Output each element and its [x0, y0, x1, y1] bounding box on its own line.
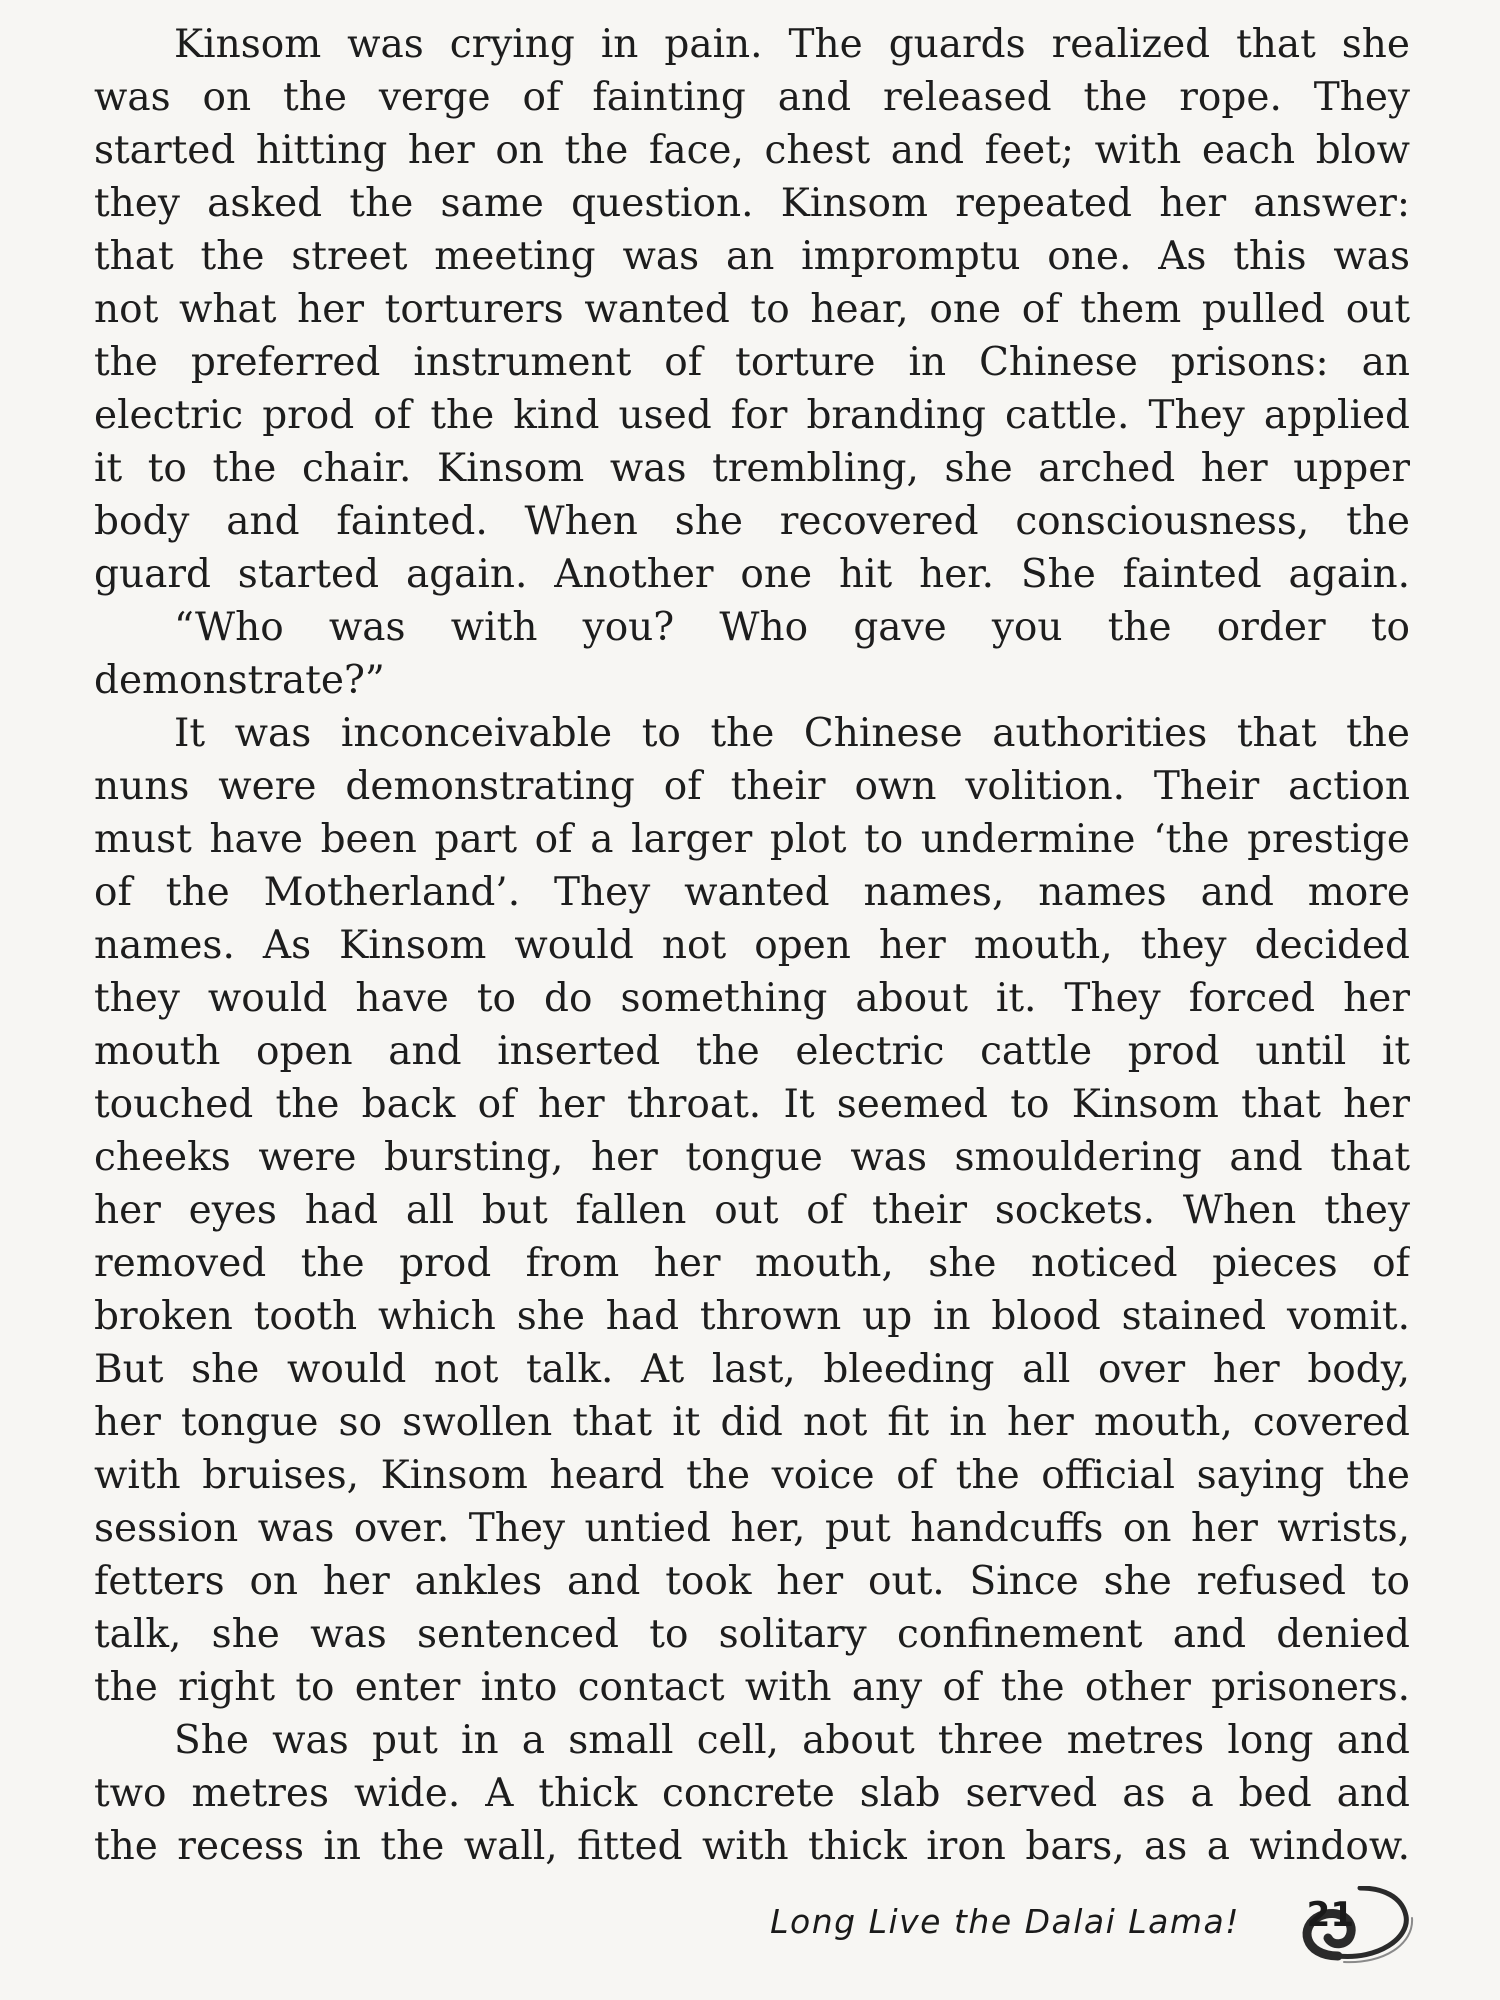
text-line: with bruises, Kinsom heard the voice of the official saying the — [94, 1453, 1410, 1498]
text-line: It was inconceivable to the Chinese authorities that the — [174, 711, 1410, 756]
text-line: mouth open and inserted the electric cattle prod until it — [94, 1029, 1410, 1074]
text-line: names. As Kinsom would not open her mouth, they decided — [94, 923, 1410, 968]
text-line: But she would not talk. At last, bleeding all over her body, — [94, 1347, 1410, 1392]
text-line: touched the back of her throat. It seemed to Kinsom that her — [94, 1082, 1410, 1127]
page-footer — [94, 1888, 1410, 1958]
text-line: talk, she was sentenced to solitary confinement and denied — [94, 1612, 1410, 1657]
text-line: the right to enter into contact with any of the other prisoners. — [94, 1665, 1410, 1710]
text-line: started hitting her on the face, chest and feet; with each blow — [94, 128, 1410, 173]
text-line: Kinsom was crying in pain. The guards realized that she — [174, 22, 1410, 67]
text-line: was on the verge of fainting and released the rope. They — [94, 75, 1410, 120]
text-line: broken tooth which she had thrown up in blood stained vomit. — [94, 1294, 1410, 1339]
text-line: her tongue so swollen that it did not fit in her mouth, covered — [94, 1400, 1410, 1445]
text-line: that the street meeting was an impromptu one. As this was — [94, 234, 1410, 279]
text-line: her eyes had all but fallen out of their sockets. When they — [94, 1188, 1410, 1233]
text-line: they would have to do something about it. They forced her — [94, 976, 1410, 1021]
text-line: demonstrate?” — [94, 658, 385, 703]
page-number: 21 — [1306, 1895, 1354, 1935]
text-line: not what her torturers wanted to hear, one of them pulled out — [94, 287, 1410, 332]
text-line: nuns were demonstrating of their own volition. Their action — [94, 764, 1410, 809]
book-page — [94, 18, 1410, 1888]
text-line: She was put in a small cell, about three metres long and — [174, 1718, 1410, 1763]
text-line: fetters on her ankles and took her out. Since she refused to — [94, 1559, 1410, 1604]
text-line: the recess in the wall, fitted with thick iron bars, as a window. — [94, 1824, 1410, 1869]
text-line: body and fainted. When she recovered consciousness, the — [94, 499, 1410, 544]
text-line: it to the chair. Kinsom was trembling, she arched her upper — [94, 446, 1410, 491]
text-line: must have been part of a larger plot to undermine ‘the prestige — [94, 817, 1410, 862]
text-line: removed the prod from her mouth, she noticed pieces of — [94, 1241, 1410, 1286]
text-line: “Who was with you? Who gave you the order to — [174, 605, 1410, 650]
text-line: cheeks were bursting, her tongue was smouldering and that — [94, 1135, 1410, 1180]
text-line: electric prod of the kind used for branding cattle. They applied — [94, 393, 1410, 438]
running-title: Long Live the Dalai Lama! — [770, 1902, 1240, 1941]
text-line: guard started again. Another one hit her. She fainted again. — [94, 552, 1410, 597]
text-line: session was over. They untied her, put handcuffs on her wrists, — [94, 1506, 1410, 1551]
text-line: of the Motherland’. They wanted names, names and more — [94, 870, 1410, 915]
text-line: they asked the same question. Kinsom repeated her answer: — [94, 181, 1410, 226]
text-line: two metres wide. A thick concrete slab served as a bed and — [94, 1771, 1410, 1816]
text-line: the preferred instrument of torture in Chinese prisons: an — [94, 340, 1410, 385]
